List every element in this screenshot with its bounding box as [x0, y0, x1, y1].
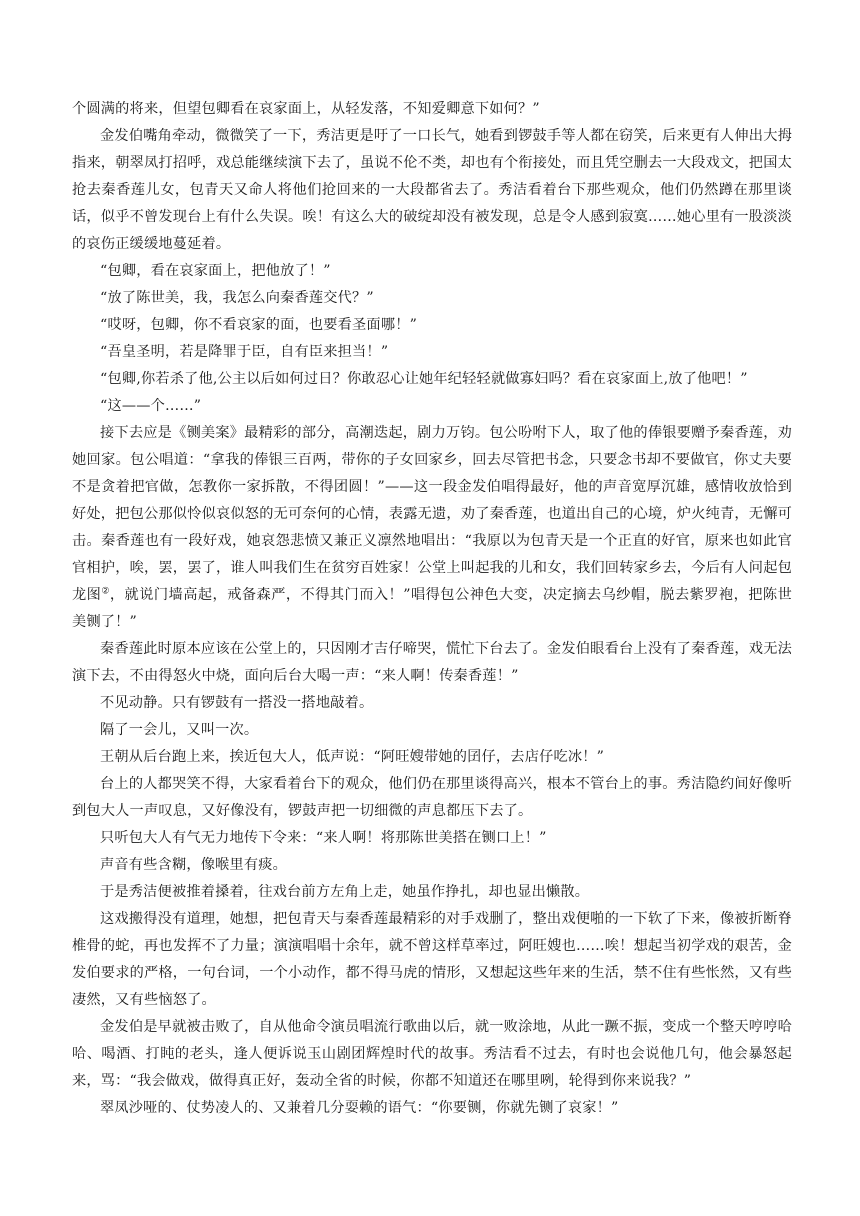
paragraph-9: 只听包大人有气无力地传下令来：“来人啊！将那陈世美搭在铡口上！” [100, 830, 547, 846]
dialogue-line-5: “包卿,你若杀了他,公主以后如何过日？你敢忍心让她年纪轻轻就做寡妇吗？看在哀家面上,放了他吧！” [100, 371, 748, 387]
paragraph-13: 金发伯是早就被击败了，自从他命令演员唱流行歌曲以后，就一败涂地，从此一蹶不振，变成一个整天哼哼哈哈、喝酒、打盹的老头，逢人便诉说玉山剧团辉煌时代的故事。秀洁看不过去，有时也会说他几句，他会暴怒起来，骂：“我会做戏，做得真正好，轰动全省的时候，你都不知道还在哪里咧，轮得到你来说我？” [72, 1019, 792, 1089]
dialogue-line-2: “放了陈世美，我，我怎么向秦香莲交代？” [100, 290, 374, 306]
dialogue-line-3: “哎呀，包卿，你不看哀家的面，也要看圣面哪！” [100, 317, 418, 333]
paragraph-3-tail: ，就说门墙高起，戒备森严，不得其门而入！”唱得包公神色大变，决定摘去乌纱帽，脱去紫罗袍，把陈世美铡了！” [72, 587, 792, 630]
dialogue-line-4: “吾皇圣明，若是降罪于臣，自有臣来担当！” [100, 344, 389, 360]
paragraph-10: 声音有些含糊，像喉里有痰。 [100, 857, 288, 873]
paragraph-7: 王朝从后台跑上来，挨近包大人，低声说：“阿旺嫂带她的囝仔，去店仔吃冰！” [100, 749, 605, 765]
paragraph-12: 这戏搬得没有道理，她想，把包青天与秦香莲最精彩的对手戏删了，整出戏便啪的一下软了下来，像被折断脊椎骨的蛇，再也发挥不了力量；演演唱唱十余年，就不曾这样草率过，阿旺嫂也……唉！想起当初学戏的艰苦，金发伯要求的严格，一句台词，一个小动作，都不得马虎的情形，又想起这些年来的生活，禁不住有些怅然，又有些凄然，又有些恼怒了。 [72, 911, 792, 1008]
paragraph-1: 个圆满的将来，但望包卿看在哀家面上，从轻发落，不知爱卿意下如何？” [72, 101, 540, 117]
dialogue-line-1: “包卿，看在哀家面上，把他放了！” [100, 263, 331, 279]
footnote-marker: ② [101, 586, 110, 597]
paragraph-3 [72, 420, 792, 636]
dialogue-line-6: “这——个……” [100, 398, 202, 414]
paragraph-6: 隔了一会儿，又叫一次。 [100, 722, 259, 738]
document-body [72, 96, 792, 1122]
paragraph-2: 金发伯嘴角牵动，微微笑了一下，秀洁更是吁了一口长气，她看到锣鼓手等人都在窃笑，后来更有人伸出大拇指来，朝翠凤打招呼，戏总能继续演下去了，虽说不伦不类，却也有个衔接处，而且凭空删去一大段戏文，把国太抢去秦香莲儿女，包青天又命人将他们抢回来的一大段都省去了。秀洁看着台下那些观众，他们仍然蹲在那里谈话，似乎不曾发现台上有什么失误。唉！有这么大的破绽却没有被发现，总是令人感到寂寞……她心里有一股淡淡的哀伤正缓缓地蔓延着。 [72, 128, 792, 252]
paragraph-3-text: 接下去应是《铡美案》最精彩的部分，高潮迭起，剧力万钧。包公吩咐下人，取了他的俸银要赠予秦香莲，劝她回家。包公唱道：“拿我的俸银三百两，带你的子女回家乡，回去尽管把书念，只要念书却不要做官，你丈夫要不是贪着把官做，怎教你一家拆散，不得团圆！”——这一段金发伯唱得最好，他的声音宽厚沉雄，感情收放恰到好处，把包公那似怜似哀似怒的无可奈何的心情，表露无遗，劝了秦香莲，也道出自己的心境，炉火纯青，无懈可击。秦香莲也有一段好戏，她哀怨悲愤又兼正义凛然地唱出：“我原以为包青天是一个正直的好官，原来也如此官官相护，唉，罢，罢了，谁人叫我们生在贫穷百姓家！公堂上叫起我的儿和女，我们回转家乡去，今后有人问起包龙图 [72, 425, 792, 603]
paragraph-4: 秦香莲此时原本应该在公堂上的，只因刚才吉仔啼哭，慌忙下台去了。金发伯眼看台上没有了秦香莲，戏无法演下去，不由得怒火中烧，面向后台大喝一声：“来人啊！传秦香莲！” [72, 641, 792, 684]
paragraph-5: 不见动静。只有锣鼓有一搭没一搭地敲着。 [100, 695, 374, 711]
paragraph-14: 翠凤沙哑的、仗势凌人的、又兼着几分耍赖的语气：“你要铡，你就先铡了哀家！” [100, 1100, 619, 1116]
paragraph-11: 于是秀洁便被推着搡着，往戏台前方左角上走，她虽作挣扎，却也显出懒散。 [100, 884, 590, 900]
paragraph-8: 台上的人都哭笑不得，大家看着台下的观众，他们仍在那里谈得高兴，根本不管台上的事。秀洁隐约间好像听到包大人一声叹息，又好像没有，锣鼓声把一切细微的声息都压下去了。 [72, 776, 792, 819]
